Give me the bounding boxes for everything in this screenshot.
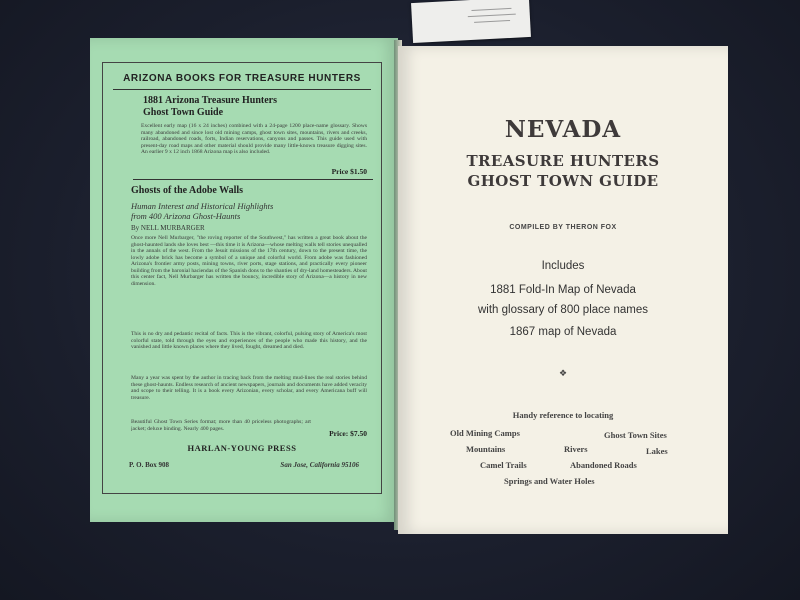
left-page [90, 38, 398, 522]
header-rule [113, 89, 371, 90]
book2-paragraph-1: Once more Nell Murbarger, "the roving reporter of the Southwest," has written a great book about the ghost-haunted lands she loves best —this time it is Arizona—whose melting walls tell stories unequalled in the annals of the west. From the Jesuit missions of the 17th century, down to the present time, the lowly adobe brick has become a symbol of a unique and colorful world. From adobe was fashioned Arizona's frontier army posts, mining towns, river ports, stage stations, and practically every pioneer building from the baronial haciendas of the Spanish dons to the shanties of dry-land homesteaders. About this center fact, Nell Murbarger has written the bouncy, incredible story of Arizona—a history in new dimension. [131, 235, 367, 287]
book2-paragraph-3: Many a year was spent by the author in tracing back from the melting mud-lines the real stories behind these ghost-haunts. Endless research of ancient newspapers, journals and documents have added veracity and scope to their telling. It is a book every Arizonian, every scholar, and every Americana buff will treasure. [131, 375, 367, 401]
book2-author: By NELL MURBARGER [131, 224, 205, 232]
book1-title-line2: Ghost Town Guide [143, 107, 224, 118]
location-mountains: Mountains [466, 444, 506, 454]
paper-tag [411, 0, 531, 43]
left-page-header: ARIZONA BOOKS FOR TREASURE HUNTERS [123, 73, 361, 84]
include-1867-map: 1867 map of Nevada [509, 326, 617, 338]
publisher-city: San Jose, California 95106 [280, 461, 359, 469]
book1-title-line1: 1881 Arizona Treasure Hunters [143, 95, 277, 106]
book2-paragraph-2: This is no dry and pedantic recital of facts. This is the vibrant, colorful, pulsing story of America's most colorful state, told through the eyes and experiences of the people who made this history, and the vanished and little known places where they lived, fought, dreamed and died. [131, 331, 367, 350]
tag-line [468, 14, 516, 18]
right-page [398, 46, 728, 534]
location-camel-trails: Camel Trails [480, 460, 527, 470]
book1-description: Excellent early map (16 x 24 inches) combined with a 24-page 1200 place-name glossary. Shows many abandoned and since lost old mining camps, ghost town sites, mountains, rivers and creeks, railroad, abandoned roads, forts, Indian reservations, canyons and passes. This guide used with present-day road maps and other material should provide many little-known treasure digging sites. An earlier 9 x 12 inch 1868 Arizona map is also included. [141, 123, 367, 155]
book2-subtitle-line1: Human Interest and Historical Highlights [131, 201, 274, 211]
book2-subtitle-line2: from 400 Arizona Ghost-Haunts [131, 211, 241, 221]
subtitle-ghost-town-guide: GHOST TOWN GUIDE [467, 172, 659, 190]
book2-paragraph-4: Beautiful Ghost Town Series format; more than 40 priceless photographs; art jacket; deluxe binding. Nearly 400 pages. [131, 419, 311, 432]
book1-rule [133, 179, 373, 180]
tag-line [474, 20, 510, 23]
location-springs-water-holes: Springs and Water Holes [504, 476, 595, 486]
publisher-name: HARLAN-YOUNG PRESS [187, 443, 297, 453]
location-lakes: Lakes [646, 446, 668, 456]
location-abandoned-roads: Abandoned Roads [570, 460, 637, 470]
advert-frame [102, 62, 382, 494]
reference-heading: Handy reference to locating [512, 410, 614, 420]
include-fold-in-map: 1881 Fold-In Map of Nevada [490, 284, 636, 296]
publisher-po-box: P. O. Box 908 [129, 461, 169, 469]
includes-label: Includes [541, 260, 585, 272]
location-ghost-town-sites: Ghost Town Sites [604, 430, 667, 440]
book2-price: Price: $7.50 [329, 429, 367, 438]
location-rivers: Rivers [564, 444, 588, 454]
book2-title: Ghosts of the Adobe Walls [131, 185, 244, 196]
tag-line [471, 8, 511, 11]
ornament-icon: ❖ [558, 368, 568, 378]
title-nevada: NEVADA [504, 116, 622, 143]
location-old-mining-camps: Old Mining Camps [450, 428, 520, 438]
book1-price: Price $1.50 [331, 167, 367, 176]
compiled-by: COMPILED BY THERON FOX [509, 224, 617, 231]
subtitle-treasure-hunters: TREASURE HUNTERS [466, 152, 660, 170]
include-glossary: with glossary of 800 place names [477, 304, 649, 316]
